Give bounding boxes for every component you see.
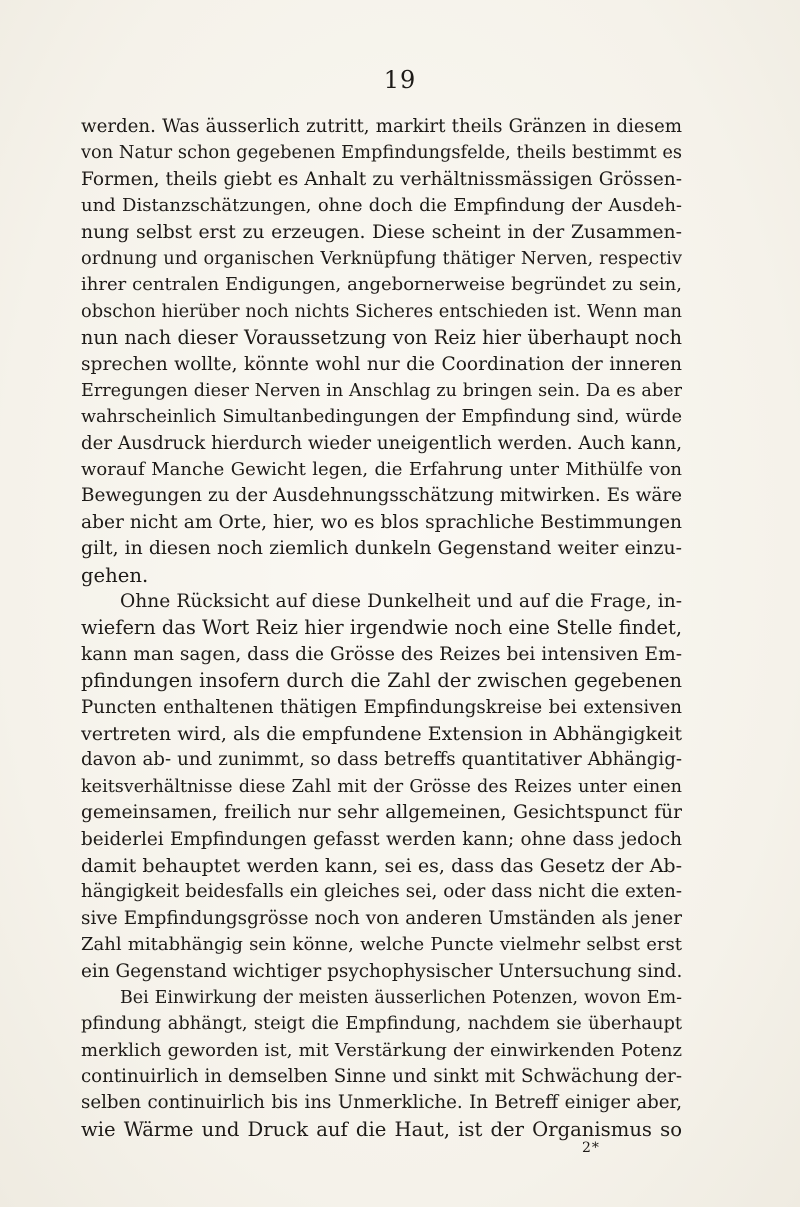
text-line: obschon hierüber noch nichts Sicheres entschieden ist. Wenn man [81, 300, 682, 322]
text-line: Bei Einwirkung der meisten äusserlichen Potenzen, wovon Em- [120, 987, 682, 1008]
text-line: pfindung abhängt, steigt die Empfindung, nachdem sie überhaupt [81, 1013, 682, 1035]
text-line: damit behauptet werden kann, sei es, dass das Gesetz der Ab- [81, 854, 682, 877]
paragraph-3 [81, 985, 682, 1143]
text-line: nun nach dieser Voraussetzung von Reiz hier überhaupt noch [81, 326, 682, 350]
text-line: pfindungen insofern durch die Zahl der zwischen gegebenen [81, 669, 682, 693]
text-line: und Distanzschätzungen, ohne doch die Empfindung der Ausdeh- [81, 195, 682, 217]
paragraph-1 [81, 114, 682, 589]
text-line: continuirlich in demselben Sinne und sinkt mit Schwächung der- [81, 1066, 682, 1088]
page-number: 19 [383, 66, 417, 94]
text-line: gilt, in diesen noch ziemlich dunkeln Gegenstand weiter einzu- [81, 538, 682, 560]
text-line: ein Gegenstand wichtiger psychophysischer Untersuchung sind. [81, 960, 682, 982]
text-line: der Ausdruck hierdurch wieder uneigentlich werden. Auch kann, [81, 432, 682, 454]
text-line: werden. Was äusserlich zutritt, markirt theils Gränzen in diesem [81, 116, 682, 137]
text-line: Puncten enthaltenen thätigen Empfindungskreise bei extensiven [81, 696, 682, 718]
text-line: sprechen wollte, könnte wohl nur die Coordination der inneren [81, 353, 682, 375]
text-line: ihrer centralen Endigungen, angebornerweise begründet zu sein, [81, 274, 682, 296]
text-line: selben continuirlich bis ins Unmerkliche. In Betreff einiger aber, [81, 1092, 682, 1114]
text-line: Zahl mitabhängig sein könne, welche Puncte vielmehr selbst erst [81, 934, 682, 956]
text-line: Formen, theils giebt es Anhalt zu verhältnissmässigen Grössen- [81, 168, 682, 190]
text-line: aber nicht am Orte, hier, wo es blos sprachliche Bestimmungen [81, 511, 682, 533]
text-line: merklich geworden ist, mit Verstärkung der einwirkenden Potenz [81, 1039, 682, 1061]
text-line: hängigkeit beidesfalls ein gleiches sei, oder dass nicht die exten- [81, 881, 682, 903]
text-line: keitsverhältnisse diese Zahl mit der Grösse des Reizes unter einen [81, 776, 682, 797]
text-line: sive Empfindungsgrösse noch von anderen Umständen als jener [81, 907, 682, 929]
text-line: worauf Manche Gewicht legen, die Erfahrung unter Mithülfe von [81, 459, 682, 481]
body-text [81, 114, 682, 1143]
text-line: gemeinsamen, freilich nur sehr allgemeinen, Gesichtspunct für [81, 802, 682, 824]
paragraph-2 [81, 589, 682, 985]
text-line: wie Wärme und Druck auf die Haut, ist der Organismus so [81, 1117, 682, 1141]
text-line: davon ab- und zunimmt, so dass betreffs quantitativer Abhängig- [81, 749, 682, 771]
text-line: vertreten wird, als die empfundene Extension in Abhängigkeit [81, 722, 682, 745]
text-line: Bewegungen zu der Ausdehnungsschätzung mitwirken. Es wäre [81, 485, 682, 507]
text-line: kann man sagen, dass die Grösse des Reizes bei intensiven Em- [81, 643, 682, 665]
text-line: wiefern das Wort Reiz hier irgendwie noch eine Stelle findet, [81, 616, 682, 640]
text-line: Ohne Rücksicht auf diese Dunkelheit und auf die Frage, in- [120, 591, 682, 613]
text-line: gehen. [81, 563, 149, 587]
text-line: nung selbst erst zu erzeugen. Diese scheint in der Zusammen- [81, 221, 682, 243]
text-line: ordnung und organischen Verknüpfung thätiger Nerven, respectiv [81, 247, 682, 269]
text-line: beiderlei Empfindungen gefasst werden kann; ohne dass jedoch [81, 828, 682, 850]
text-line: Erregungen dieser Nerven in Anschlag zu bringen sein. Da es aber [81, 380, 682, 401]
signature-mark: 2* [582, 1140, 600, 1156]
text-line: wahrscheinlich Simultanbedingungen der Empfindung sind, würde [81, 407, 682, 428]
text-line: von Natur schon gegebenen Empfindungsfelde, theils bestimmt es [81, 142, 682, 164]
